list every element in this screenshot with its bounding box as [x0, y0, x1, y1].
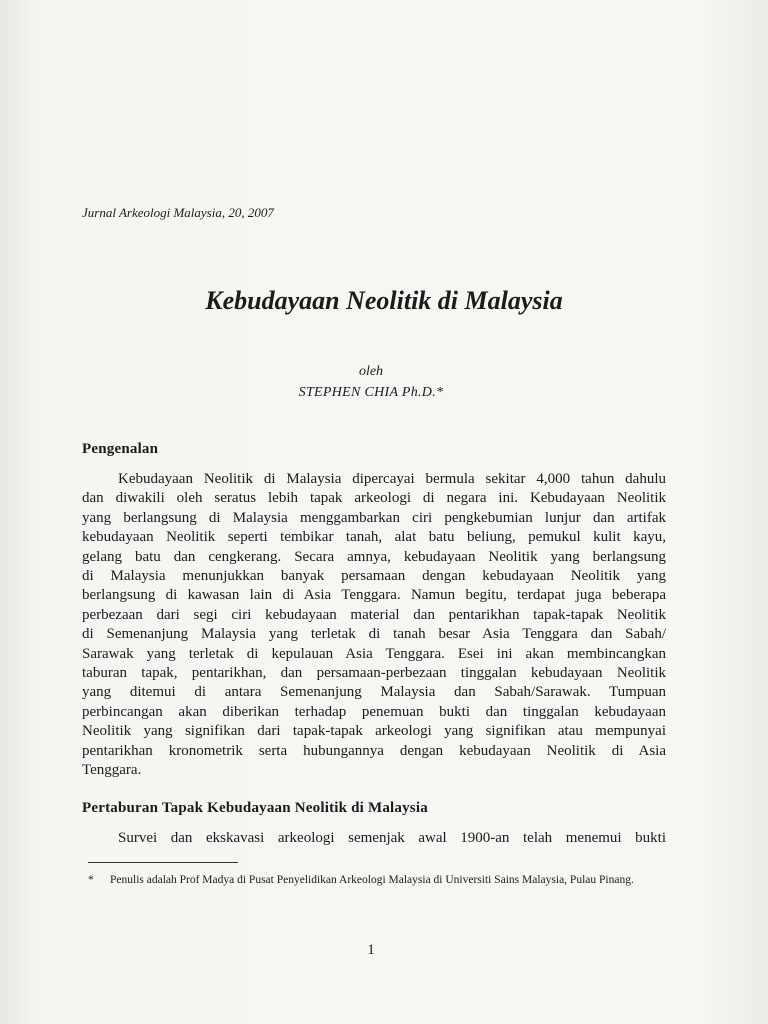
paragraph-line: gelang batu dan cengkerang. Secara amnya, kebudayaan Neolitik yang berlangsung [82, 548, 666, 565]
footnote-mark: * [88, 874, 94, 886]
paragraph-line: berlangsung di kawasan lain di Asia Tenggara. Namun begitu, terdapat juga beberapa [82, 587, 666, 604]
article-byline: oleh [358, 364, 384, 379]
section-heading-pengenalan: Pengenalan [82, 441, 159, 457]
paragraph-line: taburan tapak, pentarikhan, dan persamaan-perbezaan tinggalan kebudayaan Neolitik [82, 665, 666, 682]
paragraph-pengenalan [82, 470, 666, 781]
paragraph-line: dan diwakili oleh seratus lebih tapak arkeologi di negara ini. Kebudayaan Neolitik [82, 490, 666, 507]
paragraph-line: di Semenanjung Malaysia yang terletak di tanah besar Asia Tenggara dan Sabah/ [82, 626, 666, 643]
page-number: 1 [367, 942, 375, 958]
paragraph-line: Neolitik yang signifikan dari tapak-tapak arkeologi yang signifikan atau mempunyai [82, 723, 666, 740]
article-author: STEPHEN CHIA Ph.D.* [298, 385, 444, 400]
paragraph-line: pentarikhan kronometrik serta hubungannya dengan kebudayaan Neolitik di Asia [82, 742, 666, 759]
paragraph-line: Sarawak yang terletak di kepulauan Asia Tenggara. Esei ini akan membincangkan [82, 645, 666, 662]
paragraph-line: Survei dan ekskavasi arkeologi semenjak awal 1900-an telah menemui bukti [118, 830, 666, 846]
paragraph-line: di Malaysia menunjukkan banyak persamaan dengan kebudayaan Neolitik yang [82, 568, 666, 585]
paragraph-line: Kebudayaan Neolitik di Malaysia dipercayai bermula sekitar 4,000 tahun dahulu [118, 471, 666, 487]
section-heading-pertaburan: Pertaburan Tapak Kebudayaan Neolitik di Malaysia [82, 800, 428, 816]
journal-citation: Jurnal Arkeologi Malaysia, 20, 2007 [82, 205, 274, 220]
paragraph-line: Tenggara. [82, 762, 142, 779]
article-title: Kebudayaan Neolitik di Malaysia [205, 286, 563, 315]
paragraph-line: yang ditemui di antara Semenanjung Malaysia dan Sabah/Sarawak. Tumpuan [82, 684, 666, 701]
paragraph-line: kebudayaan Neolitik seperti tembikar tanah, alat batu beliung, pemukul kulit kayu, [82, 529, 666, 546]
paragraph-line: perbincangan akan diberikan terhadap penemuan bukti dan tinggalan kebudayaan [82, 703, 666, 720]
footnote-divider [88, 862, 238, 863]
paragraph-pertaburan [82, 829, 666, 848]
paragraph-line: perbezaan dari segi ciri kebudayaan material dan pentarikhan tapak-tapak Neolitik [82, 606, 666, 623]
paragraph-line: yang berlangsung di Malaysia menggambarkan ciri pengkebumian lunjur dan artifak [82, 509, 666, 526]
footnote-text: Penulis adalah Prof Madya di Pusat Penyelidikan Arkeologi Malaysia di Universiti Sains Malaysia, Pulau Pinang. [110, 874, 634, 886]
